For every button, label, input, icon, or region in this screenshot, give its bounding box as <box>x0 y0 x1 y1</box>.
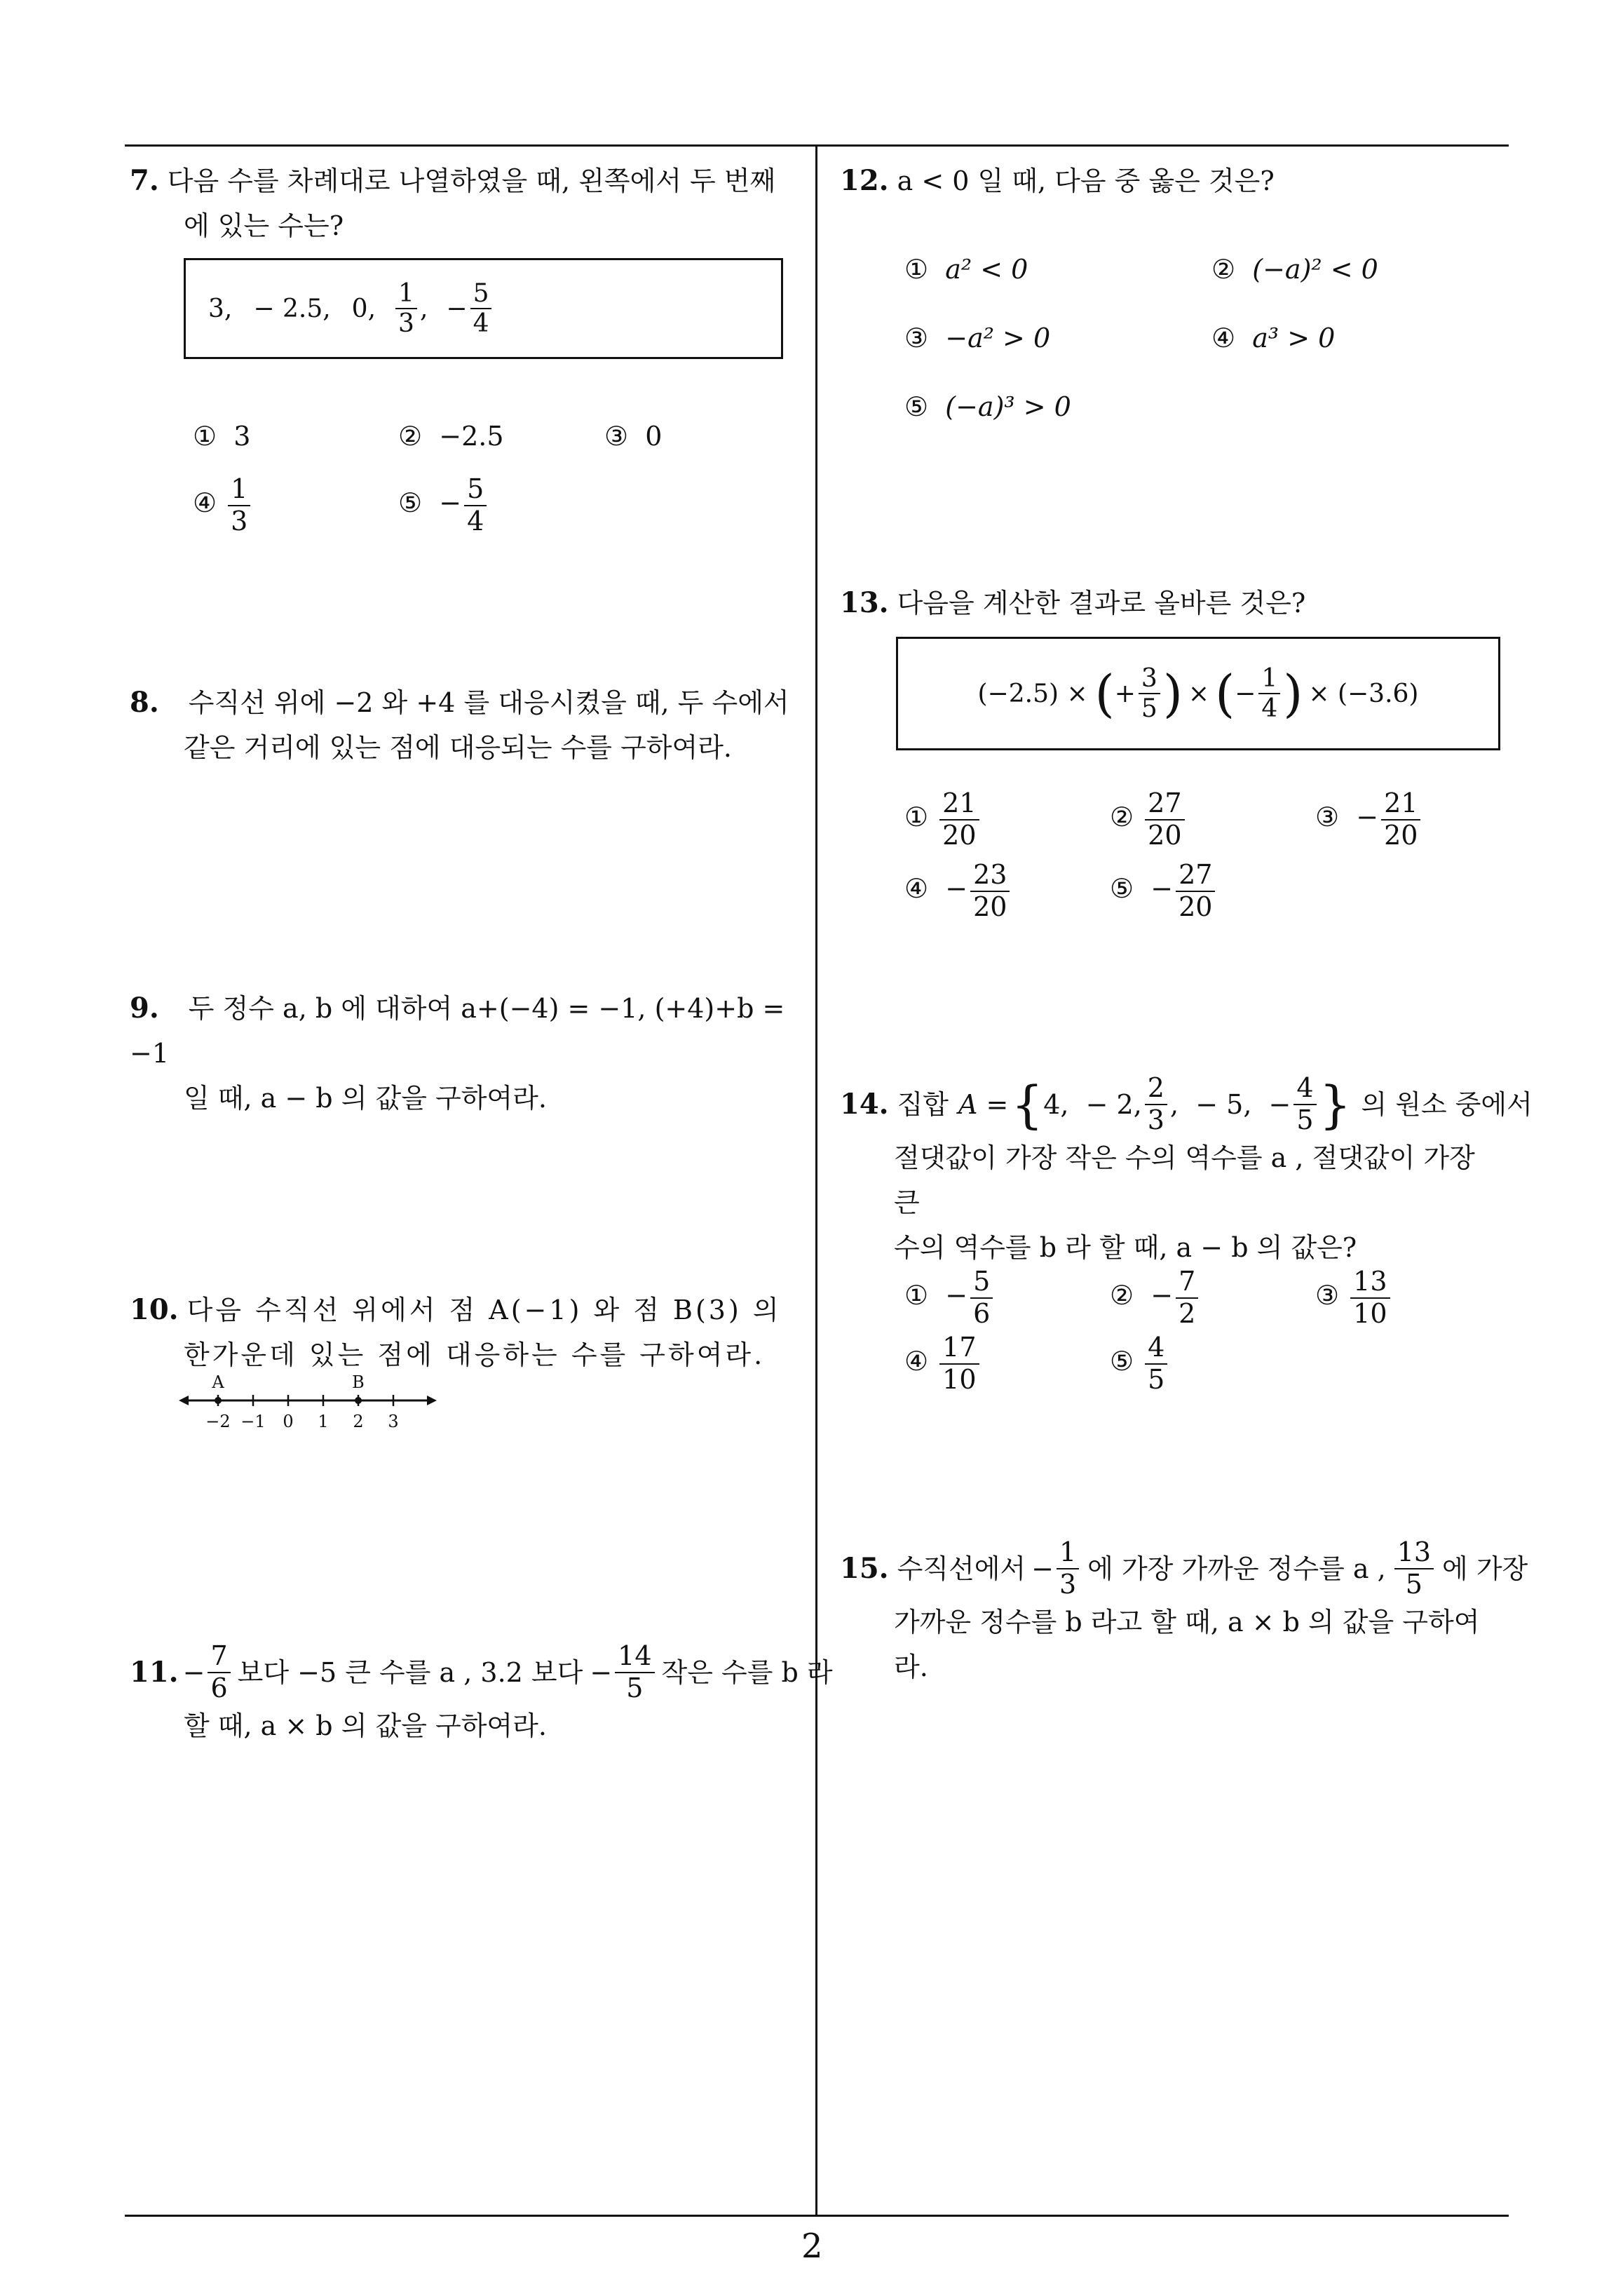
fraction: $\frac{7}{6}$ <box>208 1641 230 1703</box>
question-8 <box>130 680 803 770</box>
question-text: a < 0 일 때, 다음 중 옳은 것은? <box>897 166 1275 196</box>
option-5[interactable]: ⑤ $\frac{4}{5}$ <box>1110 1332 1170 1395</box>
fraction: $\frac{1}{3}$ <box>395 279 417 339</box>
page-number: 2 <box>801 2227 823 2266</box>
question-11: 11. − $\frac{7}{6}$ 보다 −5 큰 수를 a , 3.2 보다 − $\frac{14}{5}$ 작은 수를 b 라 할 때, a × b 의 값을 구하여라. <box>130 1641 810 1748</box>
option-5[interactable]: ⑤ − $\frac{5}{4}$ <box>398 474 489 536</box>
option-4[interactable]: ④ − $\frac{23}{20}$ <box>904 860 1012 922</box>
point-a <box>215 1397 222 1404</box>
fraction: $\frac{3}{5}$ <box>1139 664 1160 724</box>
question-9 <box>130 986 803 1121</box>
question-13 <box>840 581 1499 626</box>
question-text: 보다 −5 큰 수를 a , 3.2 보다 <box>237 1656 583 1688</box>
option-1[interactable]: ① a² < 0 <box>904 254 1028 285</box>
question-text: 다음을 계산한 결과로 올바른 것은? <box>897 588 1306 619</box>
question-number: 14. <box>840 1087 889 1121</box>
question-text: 다음 수직선 위에서 점 A(−1) 와 점 B(3) 의 <box>186 1295 782 1325</box>
question-text: 한가운데 있는 점에 대응하는 수를 구하여라. <box>184 1339 766 1370</box>
question-7 <box>130 158 803 248</box>
question-text: 할 때, a × b 의 값을 구하여라. <box>184 1710 547 1742</box>
question-number: 7. <box>130 164 159 197</box>
question-14: 14. 집합 A = { 4, − 2, $\frac{2}{3}$ , − 5, − $\frac{4}{5}$ } 의 원소 중에서 절댓값이 가장 작은 수의 역수를 a , 절댓값이 가장 큰 수의 역수를 b 라 할 때, a − b 의 값은? <box>840 1073 1506 1270</box>
tick-label: −2 <box>205 1412 231 1431</box>
option-5[interactable]: ⑤ − $\frac{27}{20}$ <box>1110 860 1218 922</box>
value: 3, <box>208 294 233 323</box>
option-3[interactable]: ③ − $\frac{21}{20}$ <box>1315 788 1423 851</box>
label-a: A <box>212 1372 224 1392</box>
fraction: $\frac{2}{3}$ <box>1145 1073 1167 1135</box>
option-1[interactable]: ① $\frac{21}{20}$ <box>904 788 982 851</box>
question-text: 가까운 정수를 b 라고 할 때, a × b 의 값을 구하여라. <box>894 1607 1480 1683</box>
option-2[interactable]: ② − $\frac{7}{2}$ <box>1110 1267 1201 1329</box>
question-text: 다음 수를 차례대로 나열하였을 때, 왼쪽에서 두 번째 <box>167 166 776 196</box>
option-2[interactable]: ② −2.5 <box>398 421 504 452</box>
option-3[interactable]: ③ 0 <box>604 421 663 452</box>
question-text: 두 정수 a, b 에 대하여 a+(−4) = −1, (+4)+b = −1 <box>130 993 785 1069</box>
fraction: $\frac{4}{5}$ <box>1293 1073 1316 1135</box>
number-list-box: 3, − 2.5, 0, $\frac{1}{3}$ , − $\frac{5}{4}$ <box>184 258 783 359</box>
question-number: 13. <box>840 586 889 619</box>
question-text: 수직선 위에 −2 와 +4 를 대응시켰을 때, 두 수에서 <box>188 687 789 718</box>
value: − 2.5, <box>253 294 331 323</box>
tick-label: 1 <box>318 1412 329 1431</box>
tick-label: 2 <box>353 1412 364 1431</box>
question-text: 에 있는 수는? <box>184 210 344 241</box>
point-b <box>355 1397 362 1404</box>
option-2[interactable]: ② $\frac{27}{20}$ <box>1110 788 1188 851</box>
value: 0, <box>351 294 376 323</box>
number-line <box>179 1371 438 1434</box>
question-text: 절댓값이 가장 작은 수의 역수를 a , 절댓값이 가장 큰 <box>894 1142 1475 1219</box>
option-5[interactable]: ⑤ (−a)³ > 0 <box>904 391 1071 422</box>
question-text: 작은 수를 b 라 <box>661 1656 833 1688</box>
label-b: B <box>352 1372 365 1392</box>
question-15: 15. 수직선에서 − $\frac{1}{3}$ 에 가장 가까운 정수를 a , $\frac{13}{5}$ 에 가장 가까운 정수를 b 라고 할 때, a × b 의 값을 구하여라. <box>840 1537 1513 1689</box>
question-number: 11. <box>130 1655 179 1689</box>
question-number: 8. <box>130 686 159 719</box>
tick-label: 0 <box>283 1412 294 1431</box>
question-number: 10. <box>130 1293 179 1326</box>
fraction: $\frac{14}{5}$ <box>615 1641 654 1703</box>
option-1[interactable]: ① − $\frac{5}{6}$ <box>904 1267 996 1329</box>
question-number: 15. <box>840 1551 889 1585</box>
tick-label: 3 <box>388 1412 399 1431</box>
question-12 <box>840 158 1499 203</box>
expression-box: (−2.5) × ( + $\frac{3}{5}$ ) × ( − $\frac{1}{4}$ ) × (−3.6) <box>896 637 1500 750</box>
option-4[interactable]: ④ a³ > 0 <box>1211 323 1336 353</box>
tick-label: −1 <box>240 1412 266 1431</box>
question-number: 12. <box>840 164 889 197</box>
option-3[interactable]: ③ $\frac{13}{10}$ <box>1315 1267 1393 1329</box>
option-3[interactable]: ③ −a² > 0 <box>904 323 1051 353</box>
question-number: 9. <box>130 992 159 1025</box>
question-text: 수의 역수를 b 라 할 때, a − b 의 값은? <box>894 1232 1357 1264</box>
fraction: $\frac{13}{5}$ <box>1394 1537 1434 1600</box>
bottom-rule <box>125 2215 1509 2217</box>
question-text: 같은 거리에 있는 점에 대응되는 수를 구하여라. <box>184 732 733 763</box>
column-divider <box>815 144 817 2216</box>
option-2[interactable]: ② (−a)² < 0 <box>1211 254 1378 285</box>
fraction: $\frac{1}{4}$ <box>1258 664 1280 724</box>
fraction: $\frac{1}{3}$ <box>1057 1537 1079 1600</box>
question-text: 일 때, a − b 의 값을 구하여라. <box>184 1083 547 1114</box>
option-4[interactable]: ④ $\frac{17}{10}$ <box>904 1332 982 1395</box>
fraction: $\frac{5}{4}$ <box>470 279 492 339</box>
option-4[interactable]: ④ $\frac{1}{3}$ <box>193 474 253 536</box>
option-1[interactable]: ① 3 <box>193 421 251 452</box>
question-10 <box>130 1288 803 1377</box>
